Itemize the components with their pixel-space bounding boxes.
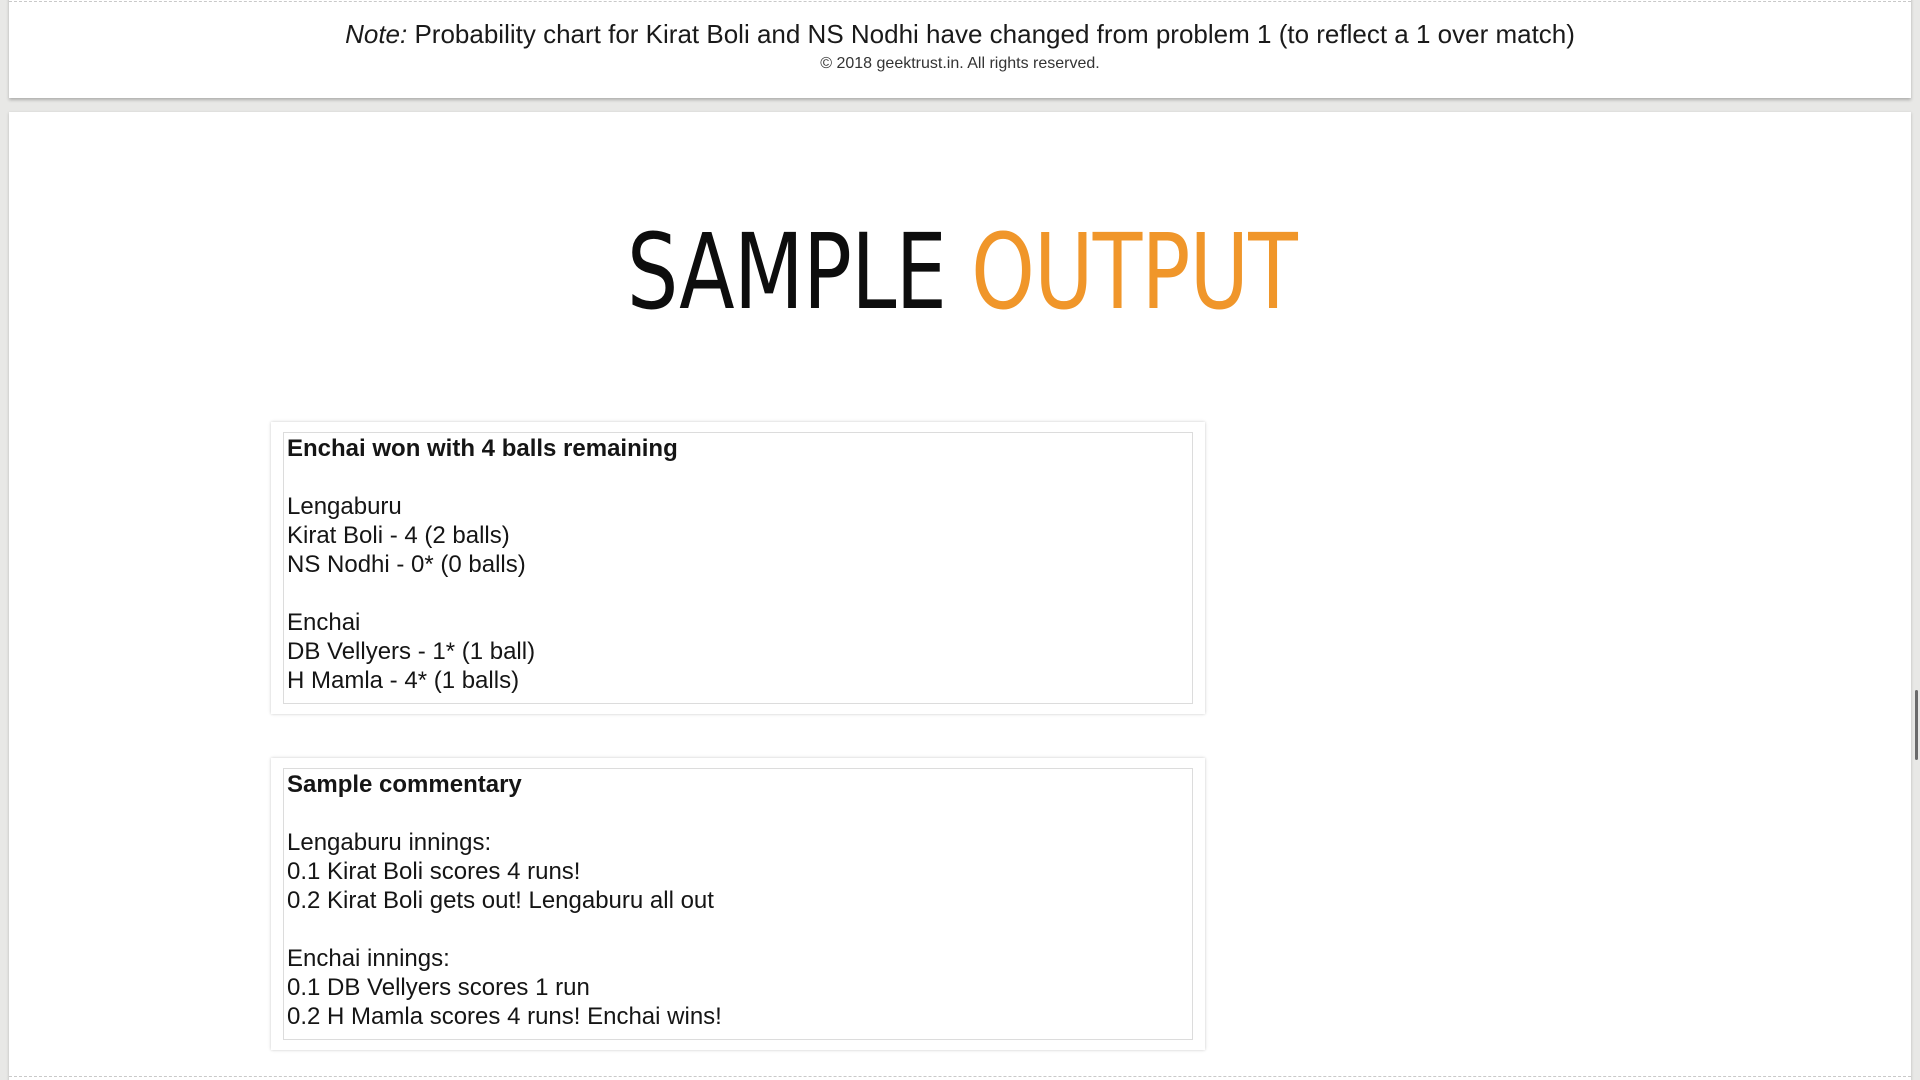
- commentary-line: 0.2 H Mamla scores 4 runs! Enchai wins!: [287, 1003, 722, 1030]
- commentary-heading: Sample commentary: [287, 771, 522, 798]
- player-score-line: H Mamla - 4* (1 balls): [287, 667, 520, 694]
- player-score-line: NS Nodhi - 0* (0 balls): [287, 551, 526, 578]
- sample-commentary-box: [271, 758, 1205, 1050]
- scrollbar-thumb[interactable]: [1915, 690, 1918, 760]
- sample-commentary-content: [287, 770, 722, 1031]
- player-score-line: DB Vellyers - 1* (1 ball): [287, 638, 536, 665]
- team-name-lengaburu: Lengaburu: [287, 493, 402, 520]
- note-label: Note:: [345, 19, 408, 49]
- title-word-output: OUTPUT: [971, 211, 1298, 333]
- previous-page: [9, 0, 1911, 98]
- copyright-footer: © 2018 geektrust.in. All rights reserved.: [820, 55, 1100, 72]
- team-name-enchai: Enchai: [287, 609, 361, 636]
- innings-title-enchai: Enchai innings:: [287, 945, 450, 972]
- player-score-line: Kirat Boli - 4 (2 balls): [287, 522, 510, 549]
- current-page: [9, 112, 1911, 1080]
- title-word-sample: SAMPLE: [626, 211, 947, 333]
- page-divider: [9, 1076, 1911, 1077]
- commentary-line: 0.1 Kirat Boli scores 4 runs!: [287, 858, 581, 885]
- page-title: [220, 211, 1704, 333]
- commentary-line: 0.1 DB Vellyers scores 1 run: [287, 974, 590, 1001]
- sample-output-content: [287, 434, 678, 695]
- innings-title-lengaburu: Lengaburu innings:: [287, 829, 492, 856]
- sample-output-box: [271, 422, 1205, 714]
- commentary-line: 0.2 Kirat Boli gets out! Lengaburu all out: [287, 887, 714, 914]
- probability-note: [9, 19, 1911, 50]
- result-heading: Enchai won with 4 balls remaining: [287, 435, 678, 462]
- note-text: Probability chart for Kirat Boli and NS Nodhi have changed from problem 1 (to reflect a 1 over match): [414, 19, 1575, 49]
- page-divider: [9, 1, 1911, 2]
